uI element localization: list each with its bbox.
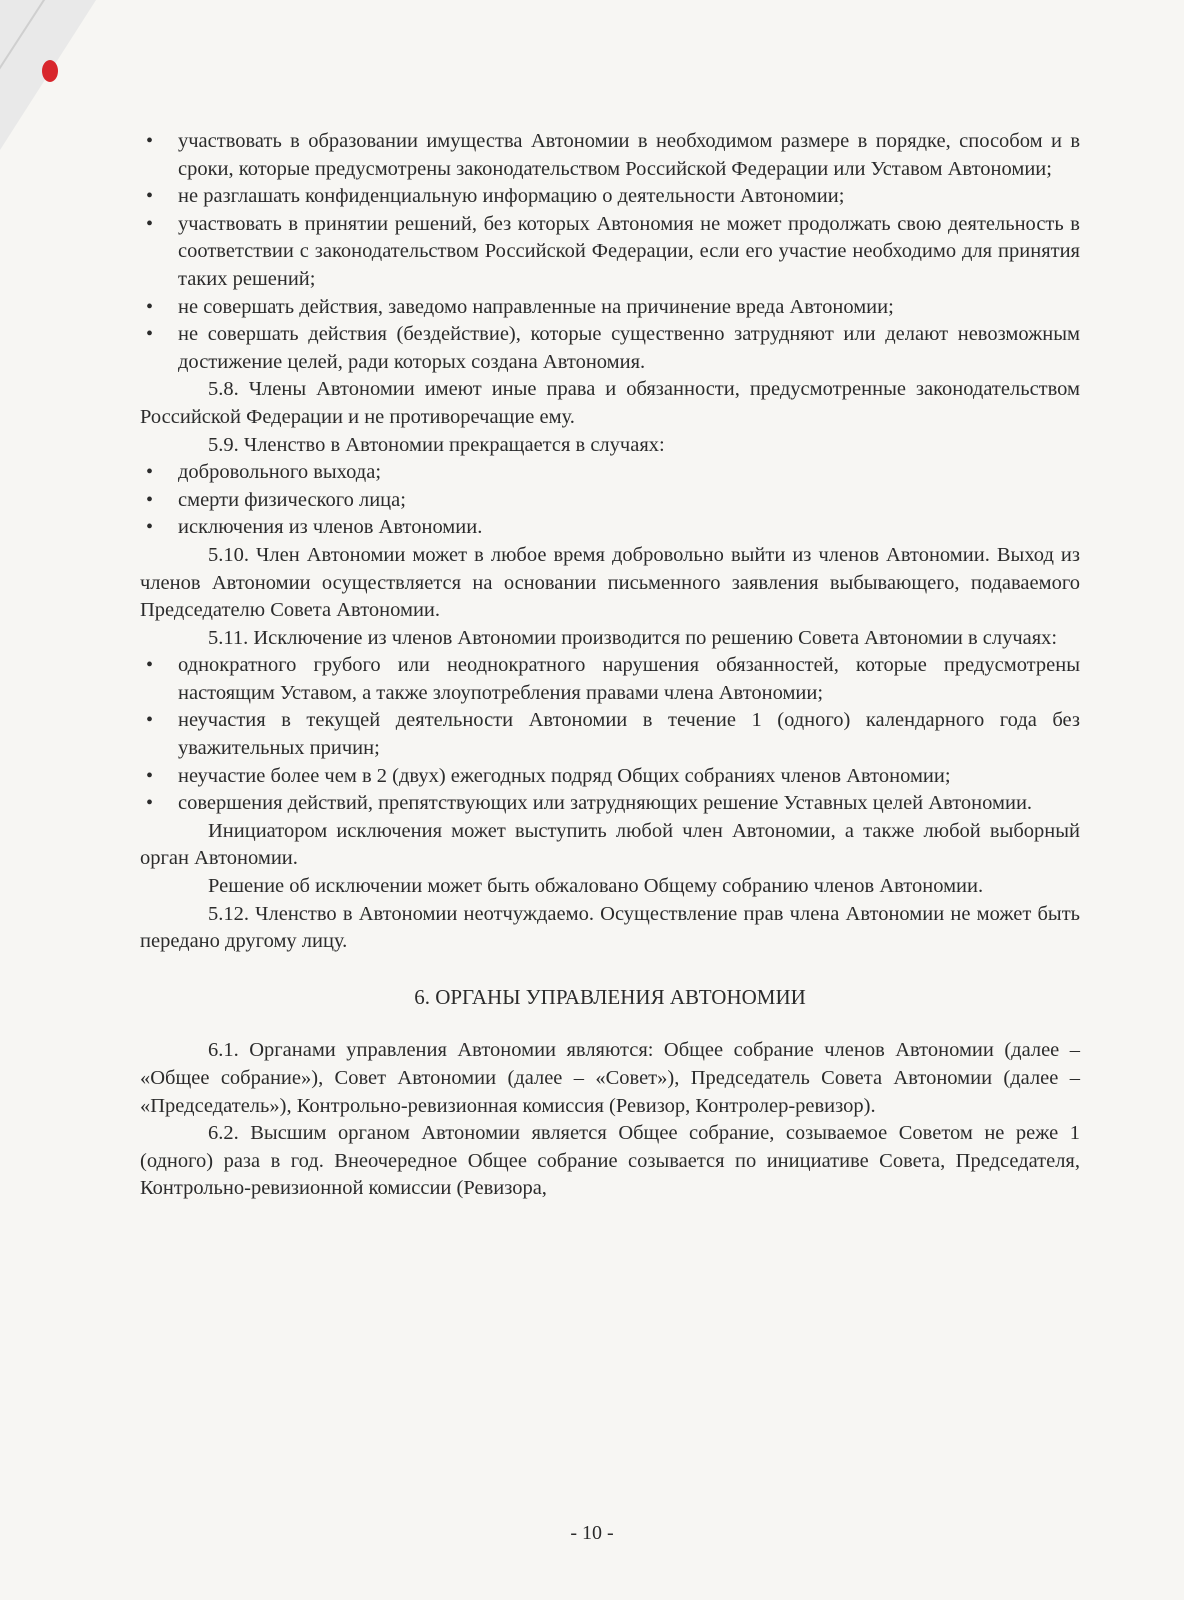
bullet-item: • неучастие более чем в 2 (двух) ежегодных подряд Общих собраниях членов Автономии; (140, 763, 1080, 791)
paragraph: Решение об исключении может быть обжаловано Общему собранию членов Автономии. (208, 875, 984, 898)
paragraph: 5.10. Член Автономии может в любое время добровольно выйти из членов Автономии. Выход из членов Автономии осуществляется на основании письменного заявления выбывающего, подаваемого Председателю Совета Автономии. (140, 543, 1080, 622)
paragraph: 6.2. Высшим органом Автономии является Общее собрание, созываемое Советом не реже 1 (одного) раза в год. Внеочередное Общее собрание созывается по инициативе Совета, Председателя, Контрольно-ревизионной комиссии (Ревизора, (140, 1122, 1080, 1200)
bullet-item: • участвовать в образовании имущества Автономии в необходимом размере в порядке, способом и в сроки, которые предусмотрены законодательством Российской Федерации или Уставом Автономии; (140, 128, 1080, 183)
bullet-item: • не разглашать конфиденциальную информацию о деятельности Автономии; (140, 183, 1080, 211)
document-body (140, 128, 1080, 1203)
paragraph: Инициатором исключения может выступить любой член Автономии, а также любой выборный орган Автономии. (140, 819, 1080, 870)
bullet-item: • неучастия в текущей деятельности Автономии в течение 1 (одного) календарного года без уважительных причин; (140, 707, 1080, 762)
bullet-item: • не совершать действия (бездействие), которые существенно затрудняют или делают невозможным достижение целей, ради которых создана Автономия. (140, 321, 1080, 376)
bullet-item: • участвовать в принятии решений, без которых Автономия не может продолжать свою деятельность в соответствии с законодательством Российской Федерации, если его участие необходимо для принятия таких решений; (140, 211, 1080, 294)
paragraph: 5.8. Члены Автономии имеют иные права и обязанности, предусмотренные законодательством Российской Федерации и не противоречащие ему. (140, 378, 1080, 428)
paragraph: 5.9. Членство в Автономии прекращается в случаях: (208, 433, 665, 456)
section-heading: 6. ОРГАНЫ УПРАВЛЕНИЯ АВТОНОМИИ (414, 984, 806, 1009)
bullet-item: • добровольного выхода; (140, 459, 1080, 487)
red-corner-mark (42, 60, 58, 82)
bullet-item: • однократного грубого или неоднократного нарушения обязанностей, которые предусмотрены настоящим Уставом, а также злоупотребления правами члена Автономии; (140, 652, 1080, 707)
bullet-item: • совершения действий, препятствующих или затрудняющих решение Уставных целей Автономии. (140, 790, 1080, 818)
paragraph: 5.12. Членство в Автономии неотчуждаемо. Осуществление прав члена Автономии не может быть передано другому лицу. (140, 902, 1080, 953)
bullet-item: • не совершать действия, заведомо направленные на причинение вреда Автономии; (140, 294, 1080, 322)
paragraph: 6.1. Органами управления Автономии являются: Общее собрание членов Автономии (далее – «Общее собрание»), Совет Автономии (далее – «Совет»), Председатель Совета Автономии (далее – «Председатель»), Контрольно-ревизионная комиссия (Ревизор, Контролер-ревизор). (140, 1039, 1080, 1117)
page-number: - 10 - (570, 1522, 614, 1544)
bullet-item: • смерти физического лица; (140, 487, 1080, 515)
paragraph: 5.11. Исключение из членов Автономии производится по решению Совета Автономии в случаях: (208, 626, 1058, 649)
bullet-item: • исключения из членов Автономии. (140, 514, 1080, 542)
